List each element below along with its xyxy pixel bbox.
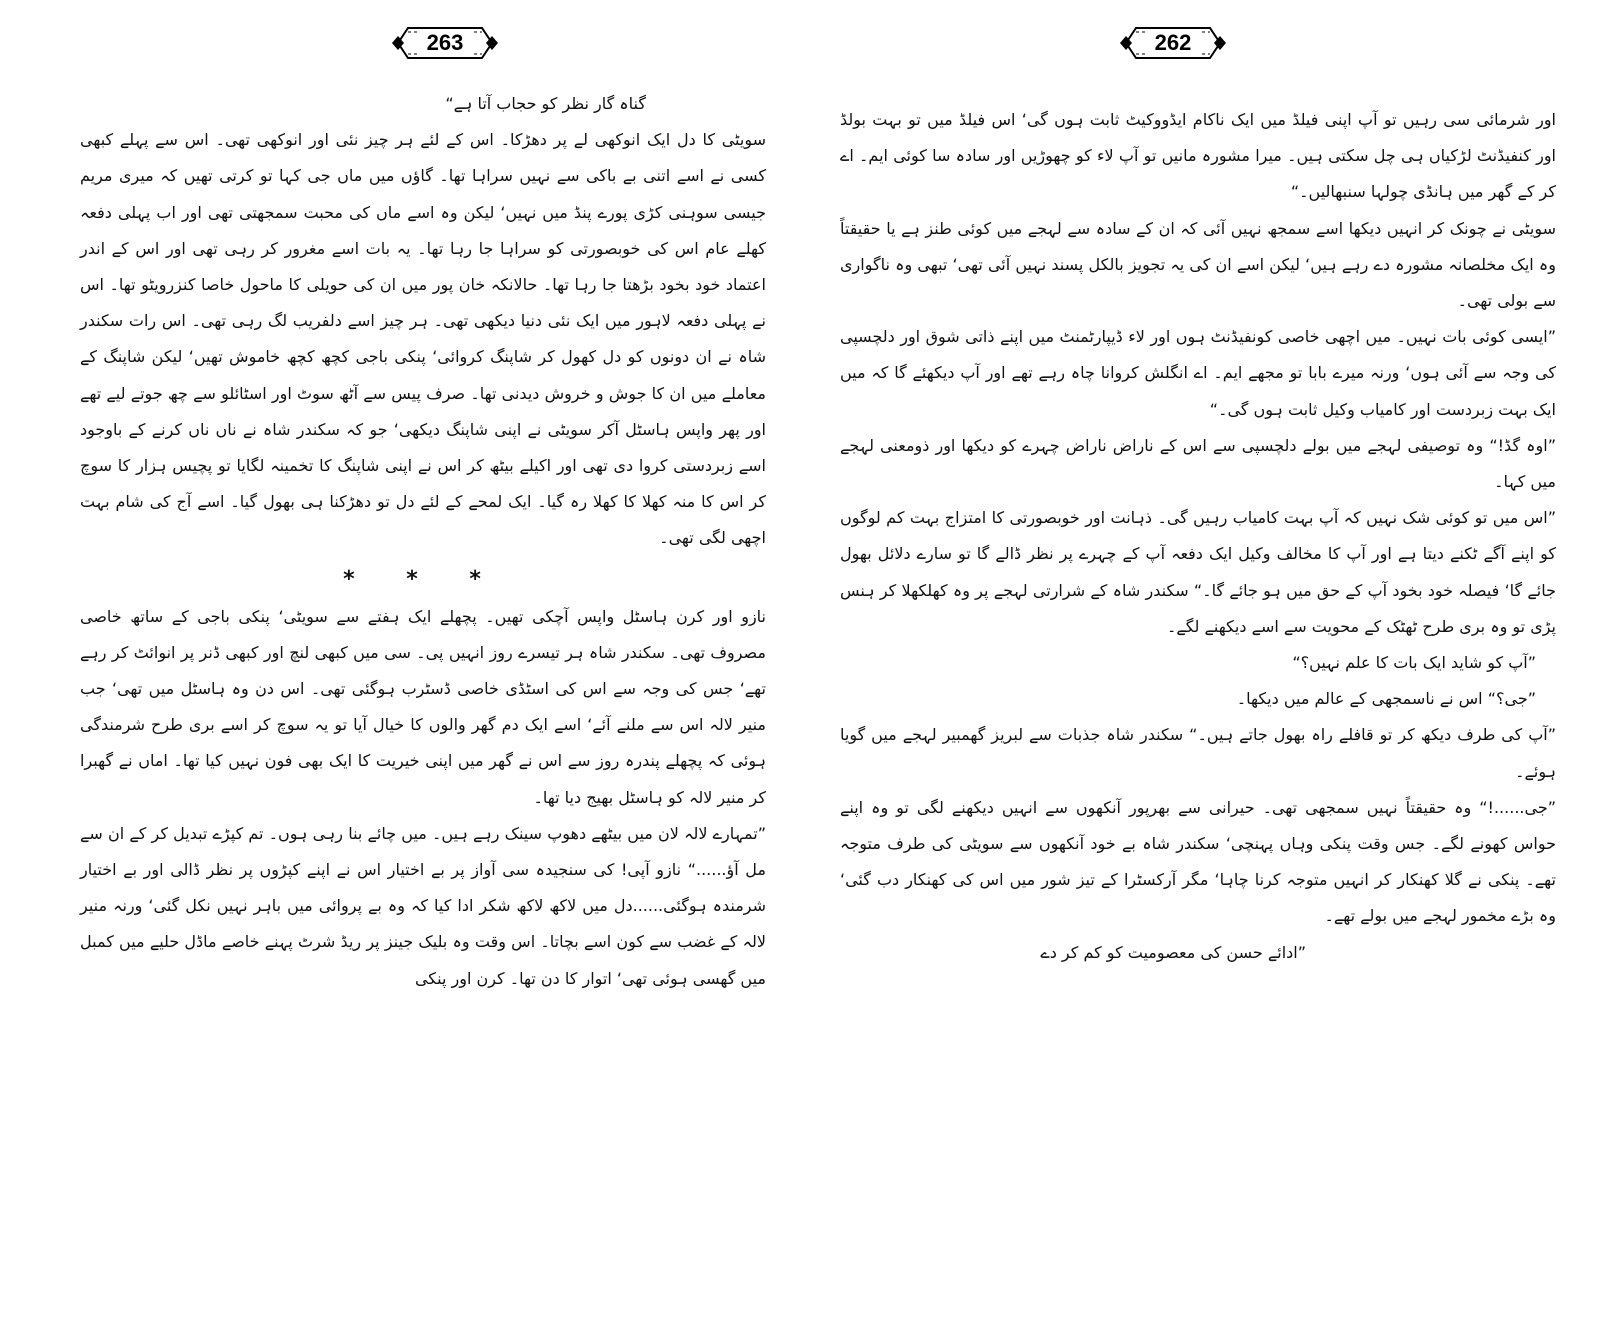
- paragraph: ”آپ کی طرف دیکھ کر تو قافلے راہ بھول جاتے ہیں۔“ سکندر شاہ جذبات سے لبریز گھمبیر لہجے میں گویا ہوئے۔: [840, 725, 1557, 781]
- dialogue-line: ”جی؟“ اس نے ناسمجھی کے عالم میں دیکھا۔: [1236, 689, 1536, 709]
- verse-start: ”ادائے حسن کی معصومیت کو کم کر دے: [1040, 942, 1306, 962]
- paragraph: اور شرمائی سی رہیں تو آپ اپنی فیلڈ میں ایک ناکام ایڈووکیٹ ثابت ہوں گی‘ اس فیلڈ میں تو بہت بولڈ اور کنفیڈنٹ لڑکیاں ہی چل سکتی ہیں۔ میرا مشورہ مانیں تو آپ لاء کو چھوڑیں اور سادہ سا کوئی ایم۔ اے کر کے گھر میں ہانڈی چولہا سنبھالیں۔“: [840, 110, 1556, 202]
- paragraph: ”اس میں تو کوئی شک نہیں کہ آپ بہت کامیاب رہیں گی۔ ذہانت اور خوبصورتی کا امتزاج بہت کم لوگوں کو اپنے آگے ٹکنے دیتا ہے اور آپ کا مخالف وکیل ایک دفعہ آپ کے چہرے پر نظر ڈالے گا تو سارے دلائل بھول جائے گا‘ فیصلہ خود بخود آپ کے حق میں ہو جائے گا۔“ سکندر شاہ کے شرارتی لہجے پر وہ کھلکھلا کر ہنس پڑی تو وہ بری طرح ٹھٹک کے محویت سے اسے دیکھنے لگے۔: [840, 508, 1556, 636]
- paragraph: سویٹی کا دل ایک انوکھی لے پر دھڑکا۔ اس کے لئے ہر چیز نئی اور انوکھی تھی۔ اس سے پہلے کبھی کسی نے اسے اتنی بے باکی سے نہیں سراہا تھا۔ گاؤں میں ماں جی کہا تو کرتی تھیں کہ میری مریم جیسی سوہنی کڑی پورے پنڈ میں نہیں‘ لیکن وہ اسے ماں کی محبت سمجھتی تھی اور اب پہلی دفعہ کھلے عام اس کی خوبصورتی کو سراہا جا رہا تھا۔ یہ بات اسے مغرور کر رہی تھی اور اس کے اندر اعتماد خود بخود بڑھتا جا رہا تھا۔ حالانکہ خان پور میں ان کی حویلی کا ماحول خاصا کنزرویٹو تھا۔ اس نے پہلی دفعہ لاہور میں ایک نئی دنیا دیکھی تھی۔ ہر چیز اسے دلفریب لگ رہی تھی۔ اس رات سکندر شاہ نے ان دونوں کو دل کھول کر شاپنگ کروائی‘ پنکی باجی کچھ کچھ خاموش تھیں‘ لیکن شاپنگ کے معاملے میں ان کا جوش و خروش دیدنی تھا۔ صرف پیس سے آٹھ سوٹ اور اسٹائلو سے چھ جوتے لیے تھے اور پھر واپس ہاسٹل آکر سویٹی نے اپنی شاپنگ دیکھی‘ جو کہ سکندر شاہ نے ناں ناں کرنے کے باوجود اسے زبردستی کروا دی تھی اور اکیلے بیٹھ کر اس نے اپنی شاپنگ کا تخمینہ لگایا تو پچیس ہزار کا سوچ کر اس کا منہ کھلا کا کھلا رہ گیا۔ ایک لمحے کے لئے دل تو دھڑکنا ہی بھول گیا۔ اسے آج کی شام بہت اچھی لگی تھی۔: [80, 130, 766, 548]
- paragraph: ”تمہارے لالہ لان میں بیٹھے دھوپ سینک رہے ہیں۔ میں چائے بنا رہی ہوں۔ تم کپڑے تبدیل کر کے ان سے مل آؤ......“ نازو آپی! کی سنجیدہ سی آواز پر بے اختیار اس نے اپنے کپڑوں پر نظر ڈالی اور بے اختیار شرمندہ ہوگئی......دل میں لاکھ لاکھ شکر ادا کیا کہ وہ بے پروائی میں باہر نہیں نکل گئی‘ ورنہ منیر لالہ کے غضب سے کون اسے بچاتا۔ اس وقت وہ بلیک جینز پر ریڈ شرٹ پہنے خاصے ماڈل حلیے میں کمبل میں گھسی ہوئی تھی‘ اتوار کا دن تھا۔ کرن اور پنکی: [80, 823, 766, 988]
- left-page: [80, 0, 780, 1321]
- paragraph: نازو اور کرن ہاسٹل واپس آچکی تھیں۔ پچھلے ایک ہفتے سے سویٹی‘ پنکی باجی کے ساتھ خاصی مصروف تھی۔ سکندر شاہ ہر تیسرے روز انہیں پی۔ سی میں کبھی لنچ اور کبھی ڈنر پر انوائٹ کر رہے تھے‘ جس کی وجہ سے اس کی اسٹڈی خاصی ڈسٹرب ہوگئی تھی۔ اس دن وہ ہاسٹل میں تھی‘ جب منیر لالہ اس سے ملنے آئے‘ اسے ایک دم گھر والوں کا خیال آیا تو یہ سوچ کر اسے بری طرح شرمندگی ہوئی کہ پچھلے پندرہ روز سے اس نے گھر میں اپنی خیریت کا ایک بھی فون نہیں کیا تھا۔ اماں نے گھبرا کر منیر لالہ کو ہاسٹل بھیج دیا تھا۔: [80, 606, 767, 807]
- page-number: 263: [419, 30, 472, 56]
- dialogue-line: ”آپ کو شاید ایک بات کا علم نہیں؟“: [1292, 653, 1536, 673]
- paragraph: ”اوہ گڈ!“ وہ توصیفی لہجے میں بولے دلچسپی سے اس کے ناراض ناراض چہرے کو دیکھا اور ذومعنی لہجے میں کہا۔: [840, 435, 1556, 492]
- right-page-body: [840, 102, 1556, 971]
- page-number-badge: [1118, 26, 1228, 60]
- paragraph: سویٹی نے چونک کر انہیں دیکھا اسے سمجھ نہیں آئی کہ ان کے سادہ سے لہجے میں کوئی طنز ہے یا حقیقتاً وہ ایک مخلصانہ مشورہ دے رہے ہیں‘ لیکن اسے ان کی یہ تجویز بالکل پسند نہیں آئی تھی‘ تبھی وہ ناگواری سے بولی تھی۔: [840, 218, 1556, 311]
- verse-tail: گناہ گار نظر کو حجاب آتا ہے“: [445, 94, 646, 113]
- page-number-badge: [390, 26, 500, 60]
- section-separator: * * *: [343, 566, 503, 592]
- right-page: [840, 0, 1560, 1321]
- paragraph: ”ایسی کوئی بات نہیں۔ میں اچھی خاصی کونفیڈنٹ ہوں اور لاء ڈیپارٹمنٹ میں اپنے ذاتی شوق اور دلچسپی کی وجہ سے آئی ہوں‘ ورنہ میرے بابا تو مجھے ایم۔ اے انگلش کروانا چاہ رہے تھے اور آپ دیکھئے گا کہ میں ایک بہت زبردست اور کامیاب وکیل ثابت ہوں گی۔“: [840, 327, 1556, 419]
- paragraph: ”جی......!“ وہ حقیقتاً نہیں سمجھی تھی۔ حیرانی سے بھرپور آنکھوں سے انہیں دیکھنے لگی تو وہ اپنے حواس کھونے لگے۔ جس وقت پنکی وہاں پہنچی‘ سکندر شاہ بے خود آنکھوں سے سویٹی کی طرف متوجہ تھے۔ پنکی نے گلا کھنکار کر انہیں متوجہ کرنا چاہا‘ مگر آرکسٹرا کے تیز شور میں اس کی کھنکار دب گئی‘ وہ بڑے مخمور لہجے میں بولے تھے۔: [840, 797, 1556, 926]
- left-page-body: [80, 86, 766, 997]
- page-number: 262: [1147, 30, 1200, 56]
